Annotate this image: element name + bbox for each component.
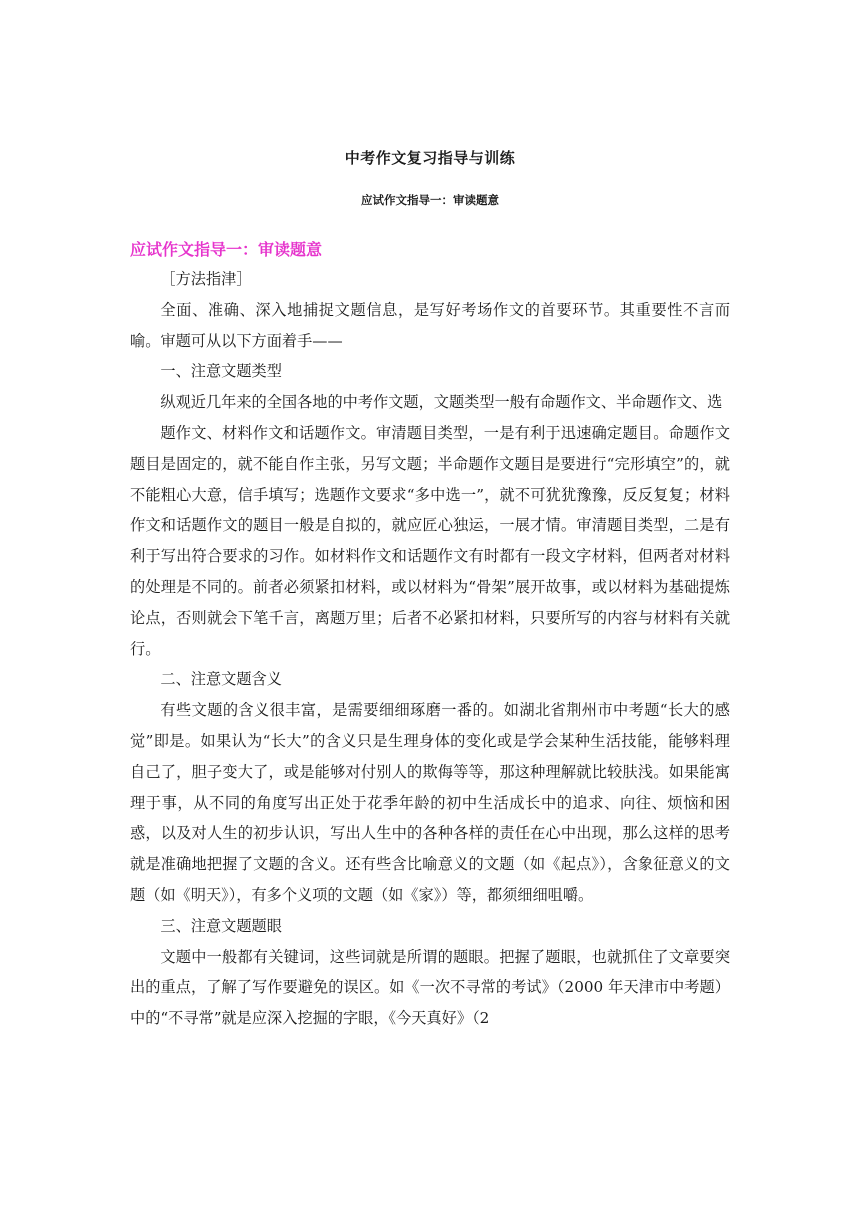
document-subtitle: 应试作文指导一：审读题意 [361, 193, 499, 207]
subsection-heading: 二、注意文题含义 [160, 670, 282, 689]
paragraph: 有些文题的含义很丰富，是需要细细琢磨一番的。如湖北省荆州市中考题“长大的感觉”即是。如果认为“长大”的含义只是生理身体的变化或是学会某种生活技能，能够料理自己了，胆子变大了，或是能够对付别人的欺侮等等，那这种理解就比较肤浅。如果能寓理于事，从不同的角度写出正处于花季年龄的初中生活成长中的追求、向往、烦恼和困惑，以及对人生的初步认识，写出人生中的各种各样的责任在心中出现，那么这样的思考就是准确地把握了文题的含义。还有些含比喻意义的文题（如《起点》），含象征意义的文题（如《明天》），有多个义项的文题（如《家》）等，都须细细咀嚼。 [130, 701, 730, 904]
section-heading: 应试作文指导一：审读题意 [130, 240, 323, 259]
subsection-heading: 一、注意文题类型 [160, 362, 282, 381]
paragraph: 全面、准确、深入地捕捉文题信息，是写好考场作文的首要环节。其重要性不言而喻。审题可从以下方面着手—— [130, 300, 730, 350]
subsection-heading: 三、注意文题题眼 [160, 916, 282, 935]
method-label: ［方法指津］ [160, 270, 252, 288]
paragraph: 纵观近几年来的全国各地的中考作文题，文题类型一般有命题作文、半命题作文、选 [160, 393, 723, 412]
document-title: 中考作文复习指导与训练 [344, 149, 516, 167]
document-body [130, 264, 730, 1034]
paragraph: 文题中一般都有关键词，这些词就是所谓的题眼。把握了题眼，也就抓住了文章要突出的重点，了解了写作要避免的误区。如《一次不寻常的考试》（2000 年天津市中考题）中的“不寻常”就是应深入挖掘的字眼，《今天真好》（2 [130, 947, 730, 1028]
paragraph: 题作文、材料作文和话题作文。审清题目类型，一是有利于迅速确定题目。命题作文题目是固定的，就不能自作主张，另写文题；半命题作文题目是要进行“完形填空”的，就不能粗心大意，信手填写；选题作文要求“多中选一”，就不可犹犹豫豫，反反复复；材料作文和话题作文的题目一般是自拟的，就应匠心独运，一展才情。审清题目类型，二是有利于写出符合要求的习作。如材料作文和话题作文有时都有一段文字材料，但两者对材料的处理是不同的。前者必须紧扣材料，或以材料为“骨架”展开故事，或以材料为基础提炼论点，否则就会下笔千言，离题万里；后者不必紧扣材料，只要所写的内容与材料有关就行。 [130, 423, 730, 658]
